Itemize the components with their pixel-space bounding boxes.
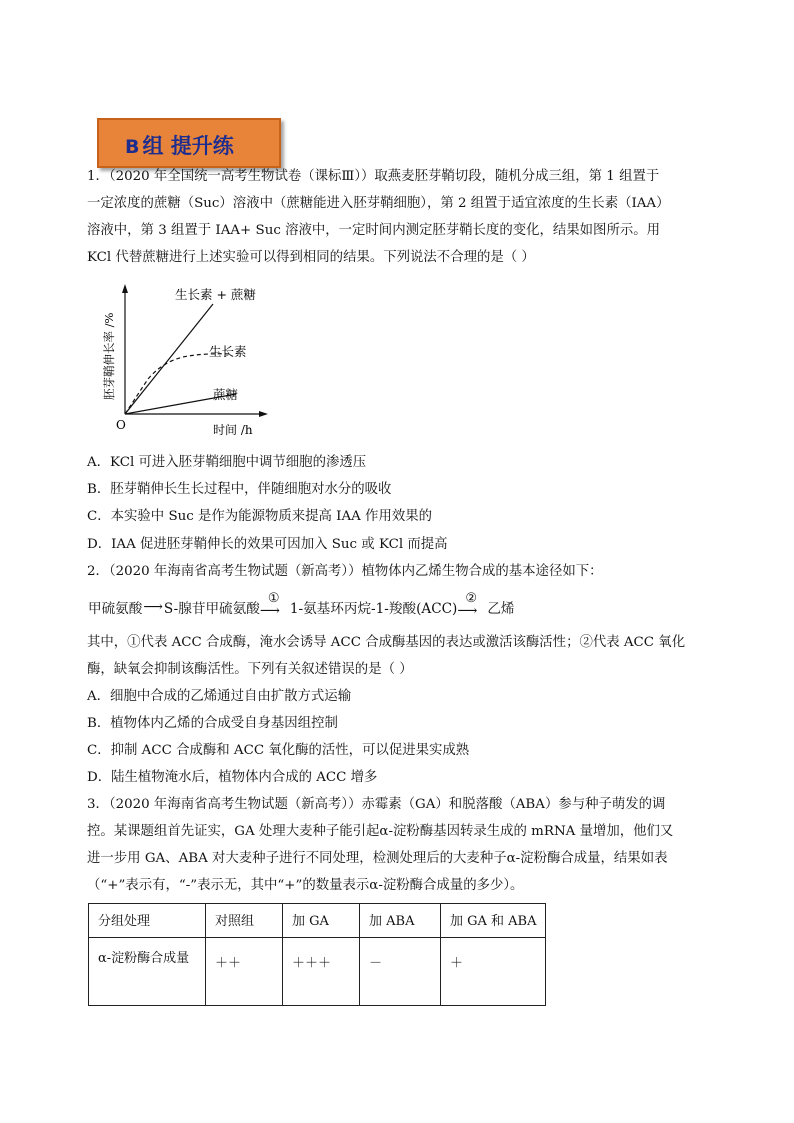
results-table (88, 903, 546, 1006)
section-header (125, 130, 234, 160)
table-header-cell: 加 GA 和 ABA (441, 904, 546, 938)
q2-stem: 2．（2020 年海南省高考生物试题（新高考））植物体内乙烯生物合成的基本途径如下： (87, 564, 603, 579)
q1-line-2: 一定浓度的蔗糖（Suc）溶液中（蔗糖能进入胚芽鞘细胞），第 2 组置于适宜浓度的生长素（IAA） (87, 196, 670, 211)
table-row-label: α-淀粉酶合成量 (89, 938, 206, 1006)
table-cell: ＋＋ (206, 938, 283, 1006)
pathway-arrow-3: ⟶ (457, 603, 478, 619)
pathway-step-1 (259, 591, 290, 620)
q1-line-4: KCl 代替蔗糖进行上述实验可以得到相同的结果。下列说法不合理的是（ ） (87, 250, 535, 265)
table-header-row (89, 904, 546, 938)
origin-label: O (116, 418, 126, 432)
series-label-iaa-suc: 生长素 + 蔗糖 (175, 287, 256, 302)
table-header-cell: 加 ABA (360, 904, 441, 938)
table-row (89, 938, 546, 1006)
section-letter: B (125, 136, 140, 158)
series-label-suc: 蔗糖 (213, 387, 239, 402)
pathway-step-2-label: ② (465, 591, 477, 606)
q1-option-b: B．胚芽鞘伸长生长过程中，伴随细胞对水分的吸收 (87, 482, 392, 497)
table-cell: － (360, 938, 441, 1006)
table-header-cell: 对照组 (206, 904, 283, 938)
pathway-product: 乙烯 (487, 601, 515, 617)
x-axis-label: 时间 /h (213, 423, 253, 437)
y-axis-label: 胚芽鞘伸长率 /% (102, 312, 116, 400)
q3-line-4: （“+”表示有，“-”表示无，其中“+”的数量表示α-淀粉酶合成量的多少）。 (87, 878, 524, 893)
y-axis-arrow (122, 284, 128, 293)
q1-line-1: 1．（2020 年全国统一高考生物试卷（课标Ⅲ））取燕麦胚芽鞘切段，随机分成三组，第 1 组置于 (87, 169, 660, 184)
q3-line-2: 控。某课题组首先证实，GA 处理大麦种子能引起α-淀粉酶基因转录生成的 mRNA 量增加，他们又 (87, 824, 674, 839)
q1-line-3: 溶液中，第 3 组置于 IAA+ Suc 溶液中，一定时间内测定胚芽鞘长度的变化，结果如图所示。用 (87, 223, 661, 238)
pathway-substrate-3: 1-氨基环丙烷-1-羧酸(ACC) (289, 601, 458, 617)
q2-option-c: C．抑制 ACC 合成酶和 ACC 氧化酶的活性，可以促进果实成熟 (87, 743, 470, 758)
pathway-arrow-1: ⟶ (143, 599, 163, 615)
q2-line-1: 其中，①代表 ACC 合成酶，淹水会诱导 ACC 合成酶基因的表达或激活该酶活性；②代表 ACC 氧化 (87, 635, 686, 650)
pathway-step-2 (457, 591, 487, 620)
q3-line-1: 3．（2020 年海南省高考生物试题（新高考））赤霉素（GA）和脱落酸（ABA）参与种子萌发的调 (87, 797, 666, 812)
q2-option-b: B．植物体内乙烯的合成受自身基因组控制 (87, 716, 338, 731)
series-line-iaa-suc (125, 304, 213, 414)
series-label-iaa: 生长素 (209, 344, 247, 359)
pathway-arrow-2: ⟶ (259, 603, 280, 619)
q3-line-3: 进一步用 GA、ABA 对大麦种子进行不同处理，检测处理后的大麦种子α-淀粉酶合成量，结果如表 (87, 851, 668, 866)
pathway-substrate-2: S-腺苷甲硫氨酸 (163, 601, 260, 617)
pathway-step-1-label: ① (267, 591, 280, 606)
q2-line-2: 酶，缺氧会抑制该酶活性。下列有关叙述错误的是（ ） (87, 662, 413, 677)
pathway-substrate-1: 甲硫氨酸 (88, 601, 143, 617)
x-axis-arrow (259, 411, 268, 417)
q1-option-d: D．IAA 促进胚芽鞘伸长的效果可因加入 Suc 或 KCl 而提高 (87, 537, 448, 552)
table-header-cell: 加 GA (283, 904, 360, 938)
table-cell: ＋＋＋ (283, 938, 360, 1006)
table-cell: ＋ (441, 938, 546, 1006)
elongation-chart (96, 282, 276, 442)
q2-option-a: A．细胞中合成的乙烯通过自由扩散方式运输 (87, 689, 352, 704)
q2-option-d: D．陆生植物淹水后，植物体内合成的 ACC 增多 (87, 770, 378, 785)
table-header-cell: 分组处理 (89, 904, 206, 938)
ethylene-pathway (88, 591, 515, 620)
section-title: 组 提升练 (142, 134, 234, 158)
q1-option-c: C．本实验中 Suc 是作为能源物质来提高 IAA 作用效果的 (87, 509, 433, 524)
q1-option-a: A．KCl 可进入胚芽鞘细胞中调节细胞的渗透压 (87, 455, 367, 470)
